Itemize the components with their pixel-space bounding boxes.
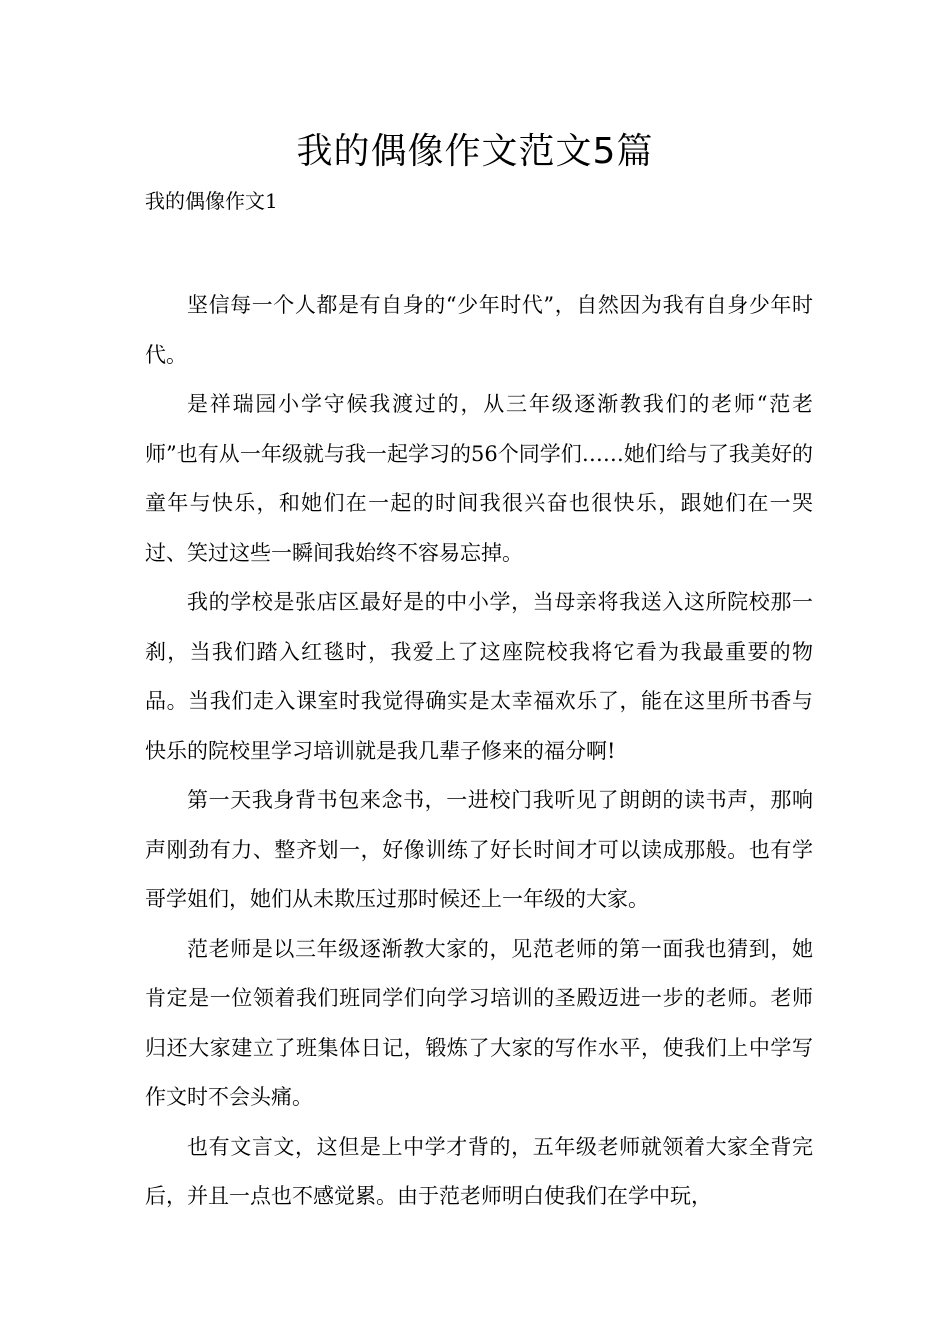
paragraph: 是祥瑞园小学守候我渡过的，从三年级逐渐教我们的老师“范老师”也有从一年级就与我一起学习的56个同学们……她们给与了我美好的童年与快乐，和她们在一起的时间我很兴奋也很快乐，跟她们在一哭过、笑过这些一瞬间我始终不容易忘掉。 [145, 392, 813, 565]
paragraph: 我的学校是张店区最好是的中小学，当母亲将我送入这所院校那一刹，当我们踏入红毯时，我爱上了这座院校我将它看为我最重要的物品。当我们走入课室时我觉得确实是太幸福欢乐了，能在这里所书香与快乐的院校里学习培训就是我几辈子修来的福分啊! [145, 590, 813, 763]
paragraph: 第一天我身背书包来念书，一进校门我听见了朗朗的读书声，那响声刚劲有力、整齐划一，好像训练了好长时间才可以读成那般。也有学哥学姐们，她们从未欺压过那时候还上一年级的大家。 [145, 788, 813, 911]
essay-subtitle: 我的偶像作文1 [145, 189, 278, 213]
paragraph: 范老师是以三年级逐渐教大家的，见范老师的第一面我也猜到，她肯定是一位领着我们班同学们向学习培训的圣殿迈进一步的老师。老师归还大家建立了班集体日记，锻炼了大家的写作水平，使我们上中学写作文时不会头痛。 [145, 936, 813, 1109]
essay-body [145, 281, 813, 1222]
document-title: 我的偶像作文范文5篇 [296, 131, 654, 172]
paragraph: 也有文言文，这但是上中学才背的，五年级老师就领着大家全背完后，并且一点也不感觉累。由于范老师明白使我们在学中玩， [145, 1134, 813, 1208]
paragraph: 坚信每一个人都是有自身的“少年时代”，自然因为我有自身少年时代。 [145, 293, 813, 367]
